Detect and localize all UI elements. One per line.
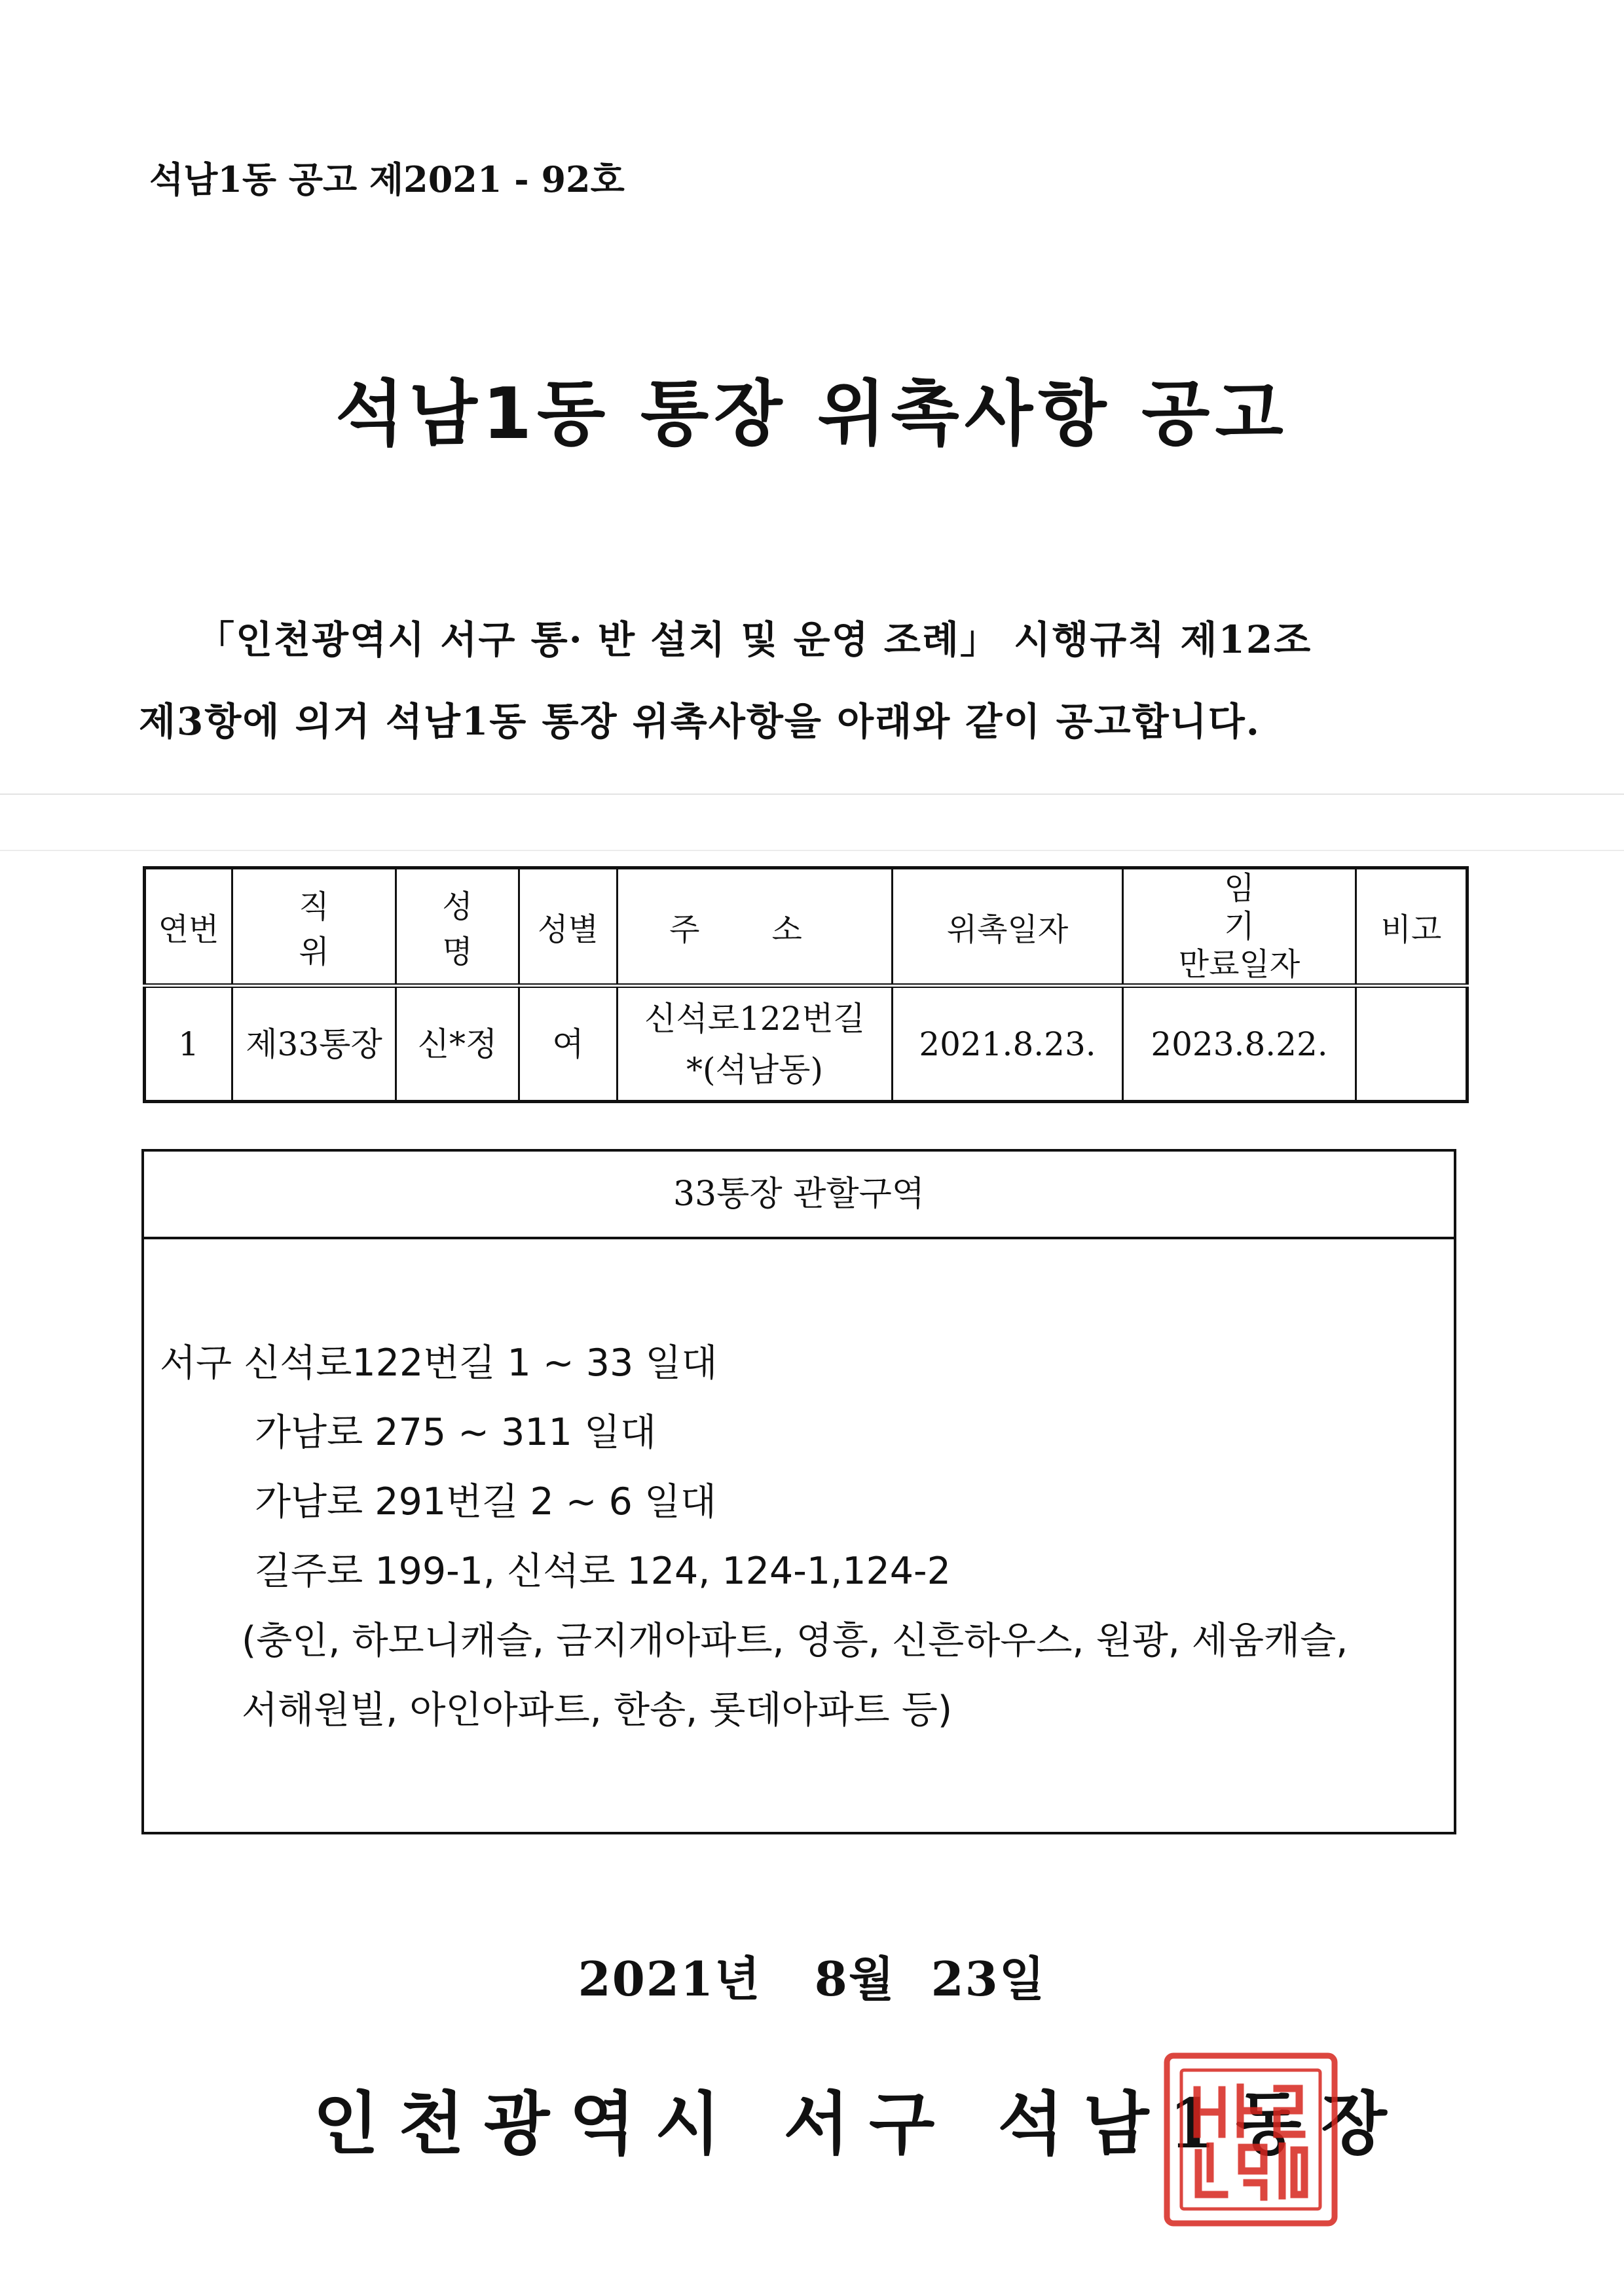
cell-appointed-date: 2021.8.23.: [893, 986, 1123, 1102]
intro-line-2: 제3항에 의거 석남1동 통장 위촉사항을 아래와 같이 공고합니다.: [139, 699, 1261, 744]
header-gender: 성별: [519, 868, 618, 986]
header-no: 연번: [145, 868, 232, 986]
issuer-name: 인천광역시 서구 석남1동장: [313, 2083, 1407, 2164]
cell-expiry-date: 2023.8.22.: [1123, 986, 1356, 1102]
district-line: 서구 신석로122번길 1 ~ 33 일대: [160, 1341, 718, 1385]
header-appointed-date: 위촉일자: [893, 868, 1123, 986]
district-line: 가남로 291번길 2 ~ 6 일대: [255, 1480, 717, 1523]
cell-address-line-2: *(석남동): [686, 1050, 823, 1089]
scan-artifact-line: [0, 850, 1624, 851]
header-remarks: 비고: [1356, 868, 1467, 986]
cell-gender: 여: [519, 986, 618, 1102]
header-term-bottom: 만료일자: [1178, 946, 1301, 983]
notice-number: 석남1동 공고 제2021 - 92호: [149, 158, 625, 200]
cell-no: 1: [145, 986, 232, 1102]
header-term: [1123, 868, 1356, 986]
district-line: 서해원빌, 아인아파트, 한송, 롯데아파트 등): [242, 1688, 953, 1732]
header-term-top: 임기: [1224, 870, 1314, 945]
header-position: 직위: [232, 868, 396, 986]
cell-address: [618, 986, 893, 1102]
table-row: [145, 986, 1467, 1102]
header-address: 주소: [618, 868, 893, 986]
cell-address-line-1: 신석로122번길: [644, 999, 865, 1038]
district-box: [141, 1149, 1456, 1834]
scan-artifact-line: [0, 793, 1624, 795]
cell-remarks: [1356, 986, 1467, 1102]
district-line: (충인, 하모니캐슬, 금지개아파트, 영흥, 신흔하우스, 원광, 세움캐슬,: [242, 1619, 1348, 1662]
header-name: 성명: [396, 868, 519, 986]
district-line: 가남로 275 ~ 311 일대: [255, 1411, 657, 1454]
district-list: [160, 1328, 1348, 1745]
district-title: 33통장 관할구역: [144, 1152, 1454, 1239]
appointment-table: [143, 866, 1469, 1103]
cell-name: 신*정: [396, 986, 519, 1102]
official-seal-icon: [1159, 2048, 1342, 2231]
district-line: 길주로 199-1, 신석로 124, 124-1,124-2: [255, 1550, 951, 1593]
document-title: 석남1동 통장 위촉사항 공고: [335, 373, 1289, 455]
notice-date: 2021년 8월 23일: [578, 1951, 1046, 2007]
cell-position: 제33통장: [232, 986, 396, 1102]
intro-line-1: 「인천광역시 서구 통· 반 설치 및 운영 조례」 시행규칙 제12조: [196, 617, 1312, 662]
table-header-row: [145, 868, 1467, 986]
